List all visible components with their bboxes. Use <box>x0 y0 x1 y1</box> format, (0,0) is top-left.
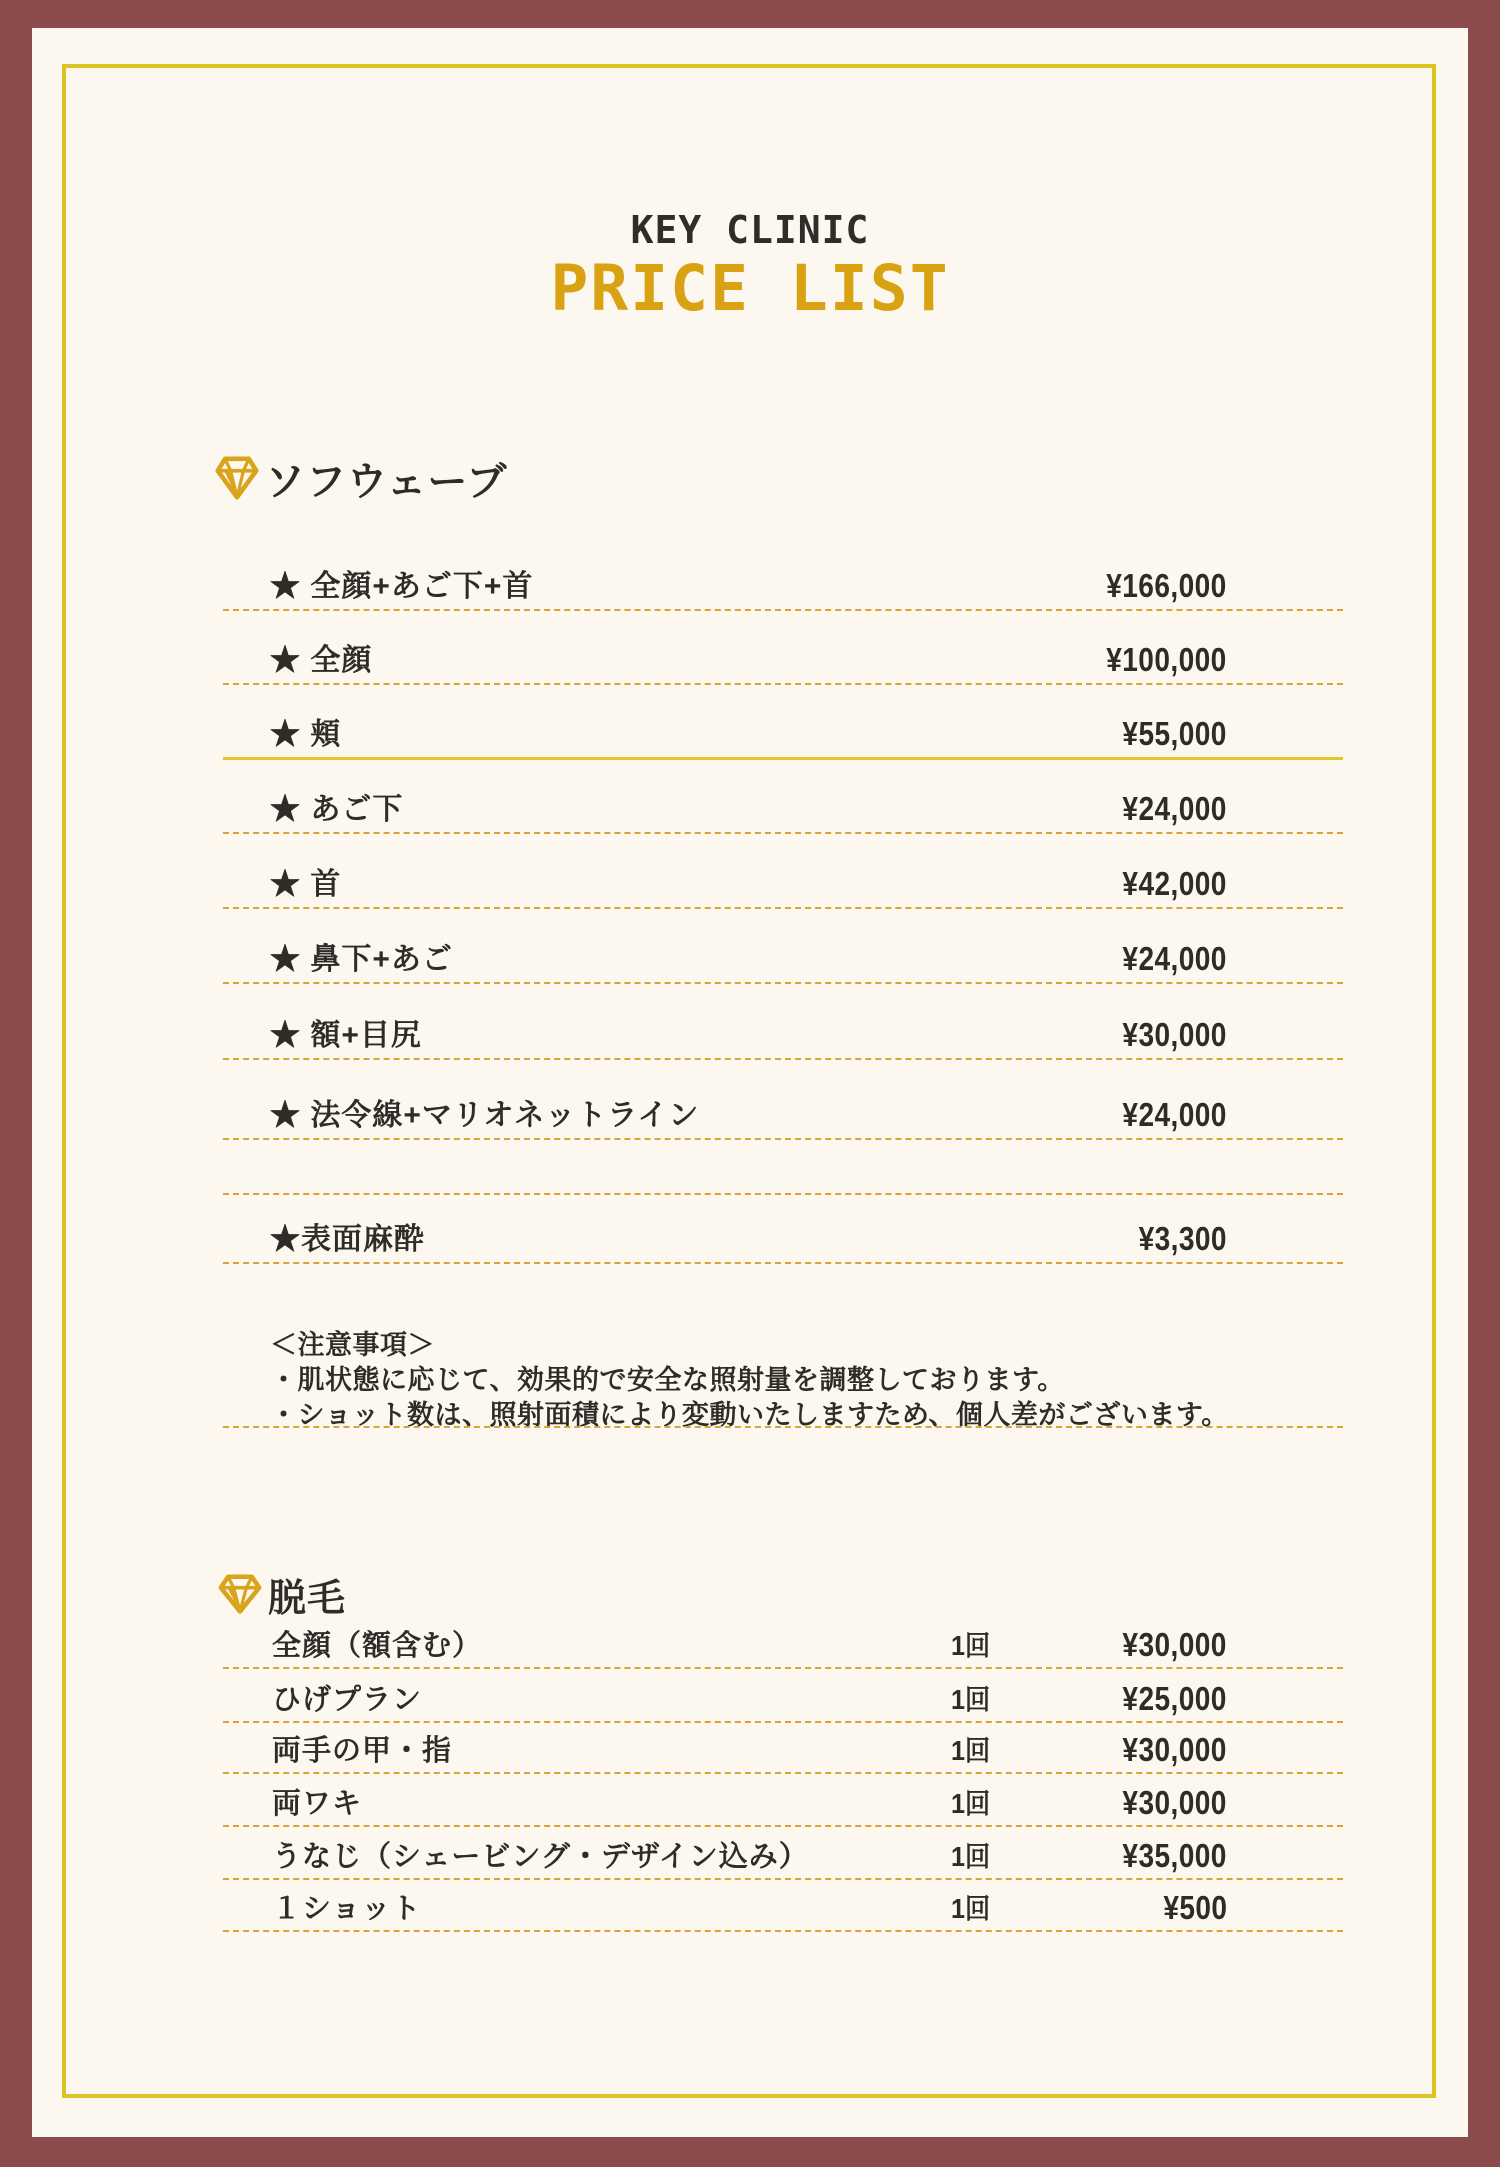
price-row <box>223 547 1343 611</box>
price-row <box>223 770 1343 834</box>
row-count: 1回 <box>951 1788 991 1819</box>
row-price: ¥30,000 <box>1122 1016 1227 1053</box>
row-label: ★ 全顔+あご下+首 <box>270 570 534 603</box>
row-price: ¥42,000 <box>1122 865 1227 902</box>
row-label: ★表面麻酔 <box>270 1223 425 1256</box>
row-label: ★ 額+目尻 <box>270 1019 422 1052</box>
row-label: ★ 首 <box>270 868 342 901</box>
row-count: 1回 <box>951 1630 991 1661</box>
row-price: ¥24,000 <box>1122 1096 1227 1133</box>
row-price: ¥30,000 <box>1122 1626 1227 1663</box>
price-row <box>223 845 1343 909</box>
section-title: ソフウェーブ <box>265 460 508 504</box>
row-count: 1回 <box>951 1893 991 1924</box>
price-row <box>223 996 1343 1060</box>
notes-item: ・ショット数は、照射面積により変動いたしますため、個人差がございます。 <box>270 1400 1229 1430</box>
price-row-empty <box>223 1131 1343 1195</box>
row-label: うなじ（シェービング・デザイン込み） <box>272 1841 809 1873</box>
price-row <box>223 1722 1343 1774</box>
diamond-icon <box>218 1574 262 1616</box>
price-row <box>223 1880 1343 1932</box>
notes-block <box>270 1328 1229 1433</box>
price-row <box>223 920 1343 984</box>
diamond-icon <box>215 455 259 503</box>
row-label: ★ 頬 <box>270 718 342 751</box>
price-row <box>223 1828 1343 1880</box>
page-title: PRICE LIST <box>550 252 950 325</box>
row-count: 1回 <box>951 1735 991 1766</box>
row-price: ¥500 <box>1162 1889 1227 1926</box>
section-heading-datsumou <box>218 1567 346 1622</box>
row-price: ¥100,000 <box>1106 641 1227 678</box>
row-label: 両手の甲・指 <box>272 1735 453 1767</box>
price-row <box>223 621 1343 685</box>
row-label: ひげプラン <box>272 1684 423 1716</box>
price-row <box>223 1775 1343 1827</box>
price-row <box>223 695 1343 760</box>
row-price: ¥30,000 <box>1122 1784 1227 1821</box>
row-label: ★ 鼻下+あご <box>270 943 453 976</box>
row-label: １ショット <box>272 1893 422 1925</box>
clinic-name: KEY CLINIC <box>630 208 870 252</box>
row-label: 両ワキ <box>272 1788 363 1820</box>
section-title: 脱毛 <box>268 1578 347 1620</box>
price-row <box>223 1671 1343 1723</box>
price-row <box>223 1200 1343 1264</box>
page-background <box>32 28 1468 2137</box>
row-price: ¥35,000 <box>1122 1837 1227 1874</box>
row-label: ★ 法令線+マリオネットライン <box>270 1099 700 1132</box>
row-count: 1回 <box>951 1684 991 1715</box>
row-label: ★ あご下 <box>270 793 404 826</box>
row-price: ¥166,000 <box>1106 567 1227 604</box>
row-price: ¥24,000 <box>1122 790 1227 827</box>
notes-underline <box>223 1426 1343 1428</box>
notes-item: ・肌状態に応じて、効果的で安全な照射量を調整しております。 <box>270 1365 1065 1395</box>
row-label: 全顔（額含む） <box>272 1630 483 1662</box>
row-count: 1回 <box>951 1841 991 1872</box>
row-price: ¥55,000 <box>1122 715 1227 752</box>
notes-title: ＜注意事項＞ <box>270 1330 435 1360</box>
row-price: ¥30,000 <box>1122 1731 1227 1768</box>
price-row <box>223 1617 1343 1669</box>
row-label: ★ 全顔 <box>270 644 373 677</box>
row-price: ¥3,300 <box>1138 1220 1227 1257</box>
section-heading-sofwave <box>215 450 507 507</box>
row-price: ¥24,000 <box>1122 940 1227 977</box>
row-price: ¥25,000 <box>1122 1680 1227 1717</box>
